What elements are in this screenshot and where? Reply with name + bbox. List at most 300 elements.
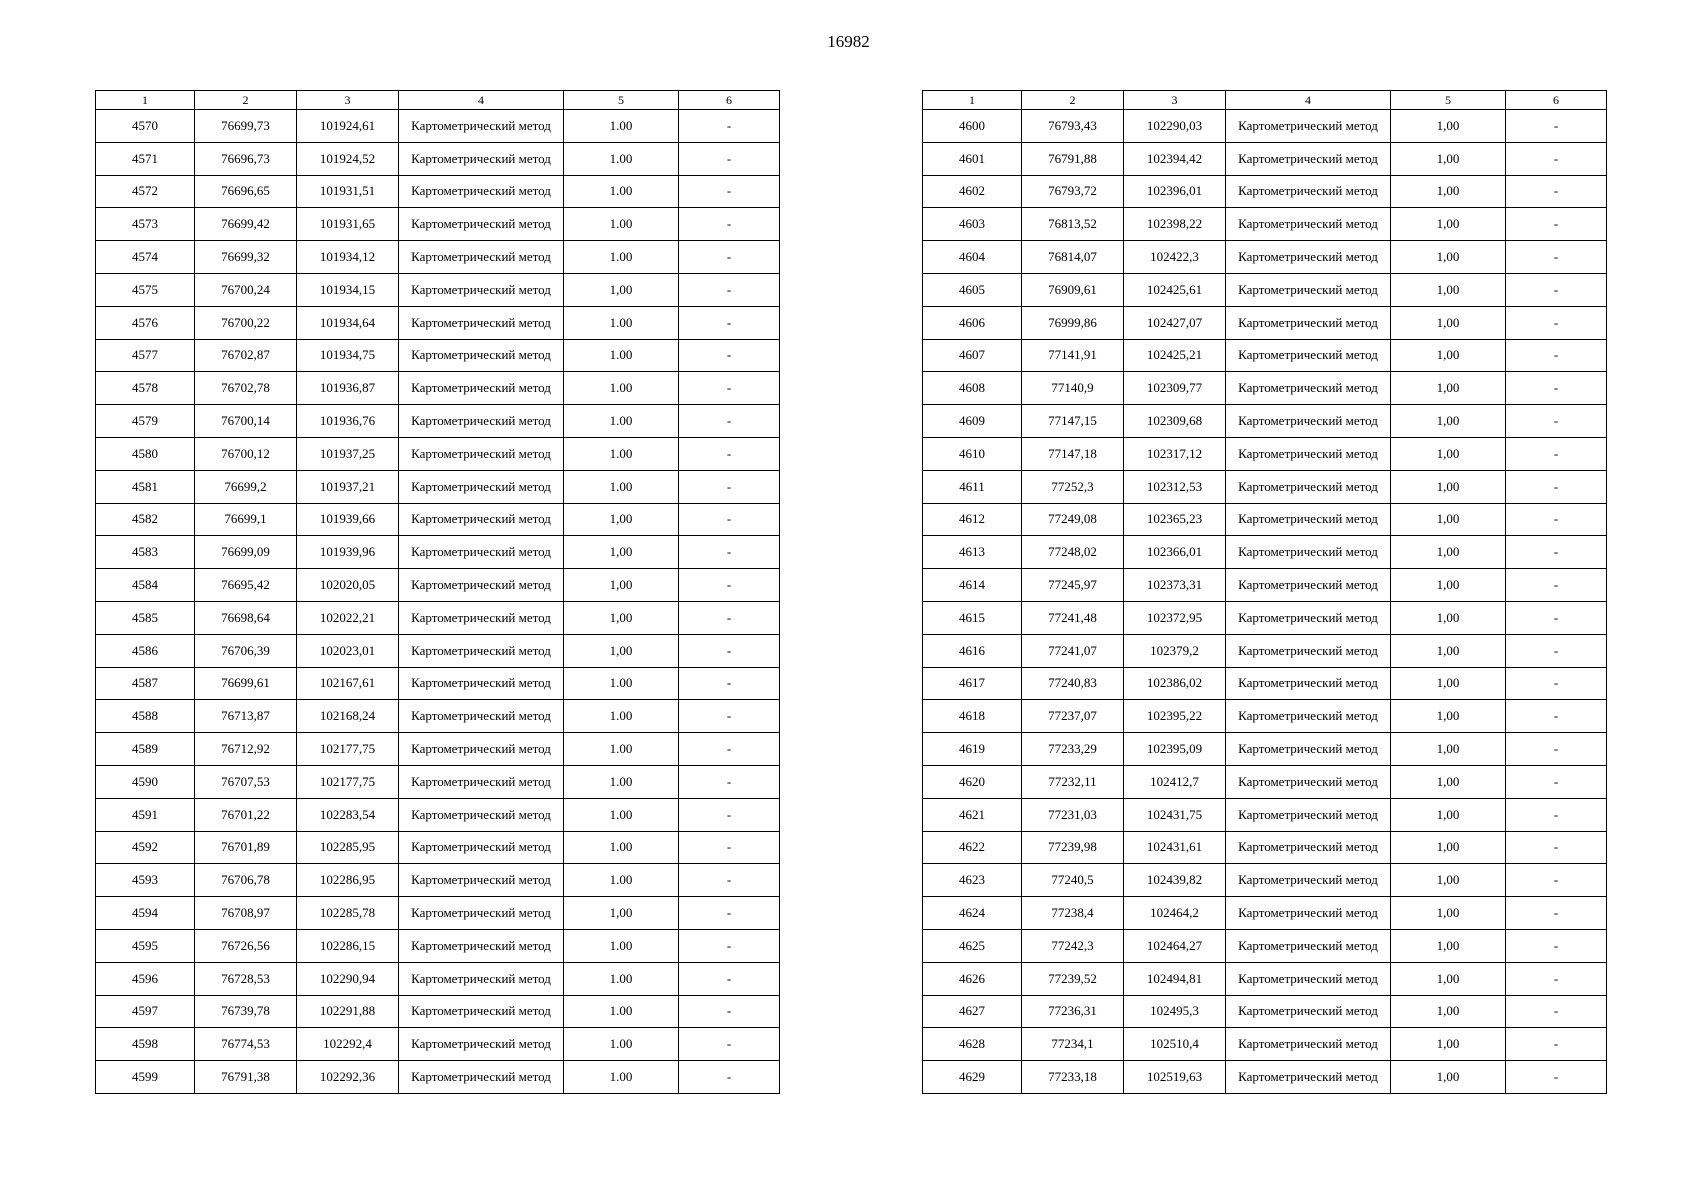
x-coordinate-cell: 76702,78 xyxy=(195,372,297,405)
precision-cell: 1,00 xyxy=(1391,864,1506,897)
x-coordinate-cell: 77239,98 xyxy=(1022,831,1124,864)
x-coordinate-cell: 77147,15 xyxy=(1022,405,1124,438)
table-row xyxy=(923,700,1607,733)
precision-cell: 1,00 xyxy=(564,897,679,930)
method-cell: Картометрический метод xyxy=(399,175,564,208)
method-cell: Картометрический метод xyxy=(399,306,564,339)
column-header: 6 xyxy=(679,91,780,110)
x-coordinate-cell: 77240,5 xyxy=(1022,864,1124,897)
note-cell: - xyxy=(679,733,780,766)
method-cell: Картометрический метод xyxy=(399,273,564,306)
note-cell: - xyxy=(1506,306,1607,339)
precision-cell: 1,00 xyxy=(1391,929,1506,962)
x-coordinate-cell: 76706,39 xyxy=(195,634,297,667)
note-cell: - xyxy=(679,798,780,831)
precision-cell: 1,00 xyxy=(1391,503,1506,536)
precision-cell: 1,00 xyxy=(1391,306,1506,339)
y-coordinate-cell: 102439,82 xyxy=(1124,864,1226,897)
y-coordinate-cell: 102291,88 xyxy=(297,995,399,1028)
point-number-cell: 4620 xyxy=(923,765,1022,798)
point-number-cell: 4614 xyxy=(923,569,1022,602)
precision-cell: 1.00 xyxy=(564,995,679,1028)
x-coordinate-cell: 76699,09 xyxy=(195,536,297,569)
precision-cell: 1,00 xyxy=(1391,536,1506,569)
table-row xyxy=(923,733,1607,766)
precision-cell: 1.00 xyxy=(564,208,679,241)
point-number-cell: 4574 xyxy=(96,241,195,274)
precision-cell: 1.00 xyxy=(564,929,679,962)
point-number-cell: 4624 xyxy=(923,897,1022,930)
note-cell: - xyxy=(1506,569,1607,602)
note-cell: - xyxy=(679,601,780,634)
precision-cell: 1,00 xyxy=(564,634,679,667)
point-number-cell: 4628 xyxy=(923,1028,1022,1061)
y-coordinate-cell: 102309,68 xyxy=(1124,405,1226,438)
x-coordinate-cell: 76699,42 xyxy=(195,208,297,241)
y-coordinate-cell: 101937,25 xyxy=(297,437,399,470)
note-cell: - xyxy=(679,470,780,503)
table-row xyxy=(923,175,1607,208)
note-cell: - xyxy=(679,700,780,733)
note-cell: - xyxy=(1506,437,1607,470)
point-number-cell: 4599 xyxy=(96,1061,195,1094)
precision-cell: 1,00 xyxy=(1391,437,1506,470)
table-row xyxy=(96,601,780,634)
point-number-cell: 4591 xyxy=(96,798,195,831)
note-cell: - xyxy=(1506,700,1607,733)
y-coordinate-cell: 101924,52 xyxy=(297,142,399,175)
precision-cell: 1,00 xyxy=(1391,241,1506,274)
x-coordinate-cell: 76791,38 xyxy=(195,1061,297,1094)
x-coordinate-cell: 76698,64 xyxy=(195,601,297,634)
point-number-cell: 4597 xyxy=(96,995,195,1028)
x-coordinate-cell: 77248,02 xyxy=(1022,536,1124,569)
precision-cell: 1,00 xyxy=(1391,470,1506,503)
x-coordinate-cell: 77232,11 xyxy=(1022,765,1124,798)
table-row xyxy=(96,273,780,306)
note-cell: - xyxy=(679,667,780,700)
precision-cell: 1.00 xyxy=(564,372,679,405)
table-row xyxy=(923,1028,1607,1061)
point-number-cell: 4625 xyxy=(923,929,1022,962)
table-row xyxy=(923,470,1607,503)
note-cell: - xyxy=(679,864,780,897)
method-cell: Картометрический метод xyxy=(399,864,564,897)
precision-cell: 1.00 xyxy=(564,339,679,372)
y-coordinate-cell: 101937,21 xyxy=(297,470,399,503)
y-coordinate-cell: 102177,75 xyxy=(297,733,399,766)
point-number-cell: 4582 xyxy=(96,503,195,536)
x-coordinate-cell: 76696,73 xyxy=(195,142,297,175)
table-row xyxy=(96,142,780,175)
y-coordinate-cell: 101934,15 xyxy=(297,273,399,306)
column-header: 3 xyxy=(297,91,399,110)
y-coordinate-cell: 101931,65 xyxy=(297,208,399,241)
x-coordinate-cell: 76706,78 xyxy=(195,864,297,897)
point-number-cell: 4587 xyxy=(96,667,195,700)
x-coordinate-cell: 76700,24 xyxy=(195,273,297,306)
note-cell: - xyxy=(679,273,780,306)
y-coordinate-cell: 102168,24 xyxy=(297,700,399,733)
y-coordinate-cell: 102412,7 xyxy=(1124,765,1226,798)
precision-cell: 1.00 xyxy=(564,110,679,143)
precision-cell: 1.00 xyxy=(564,831,679,864)
method-cell: Картометрический метод xyxy=(399,241,564,274)
precision-cell: 1,00 xyxy=(1391,634,1506,667)
precision-cell: 1.00 xyxy=(564,1028,679,1061)
point-number-cell: 4615 xyxy=(923,601,1022,634)
precision-cell: 1,00 xyxy=(1391,962,1506,995)
x-coordinate-cell: 77241,48 xyxy=(1022,601,1124,634)
point-number-cell: 4613 xyxy=(923,536,1022,569)
y-coordinate-cell: 102290,03 xyxy=(1124,110,1226,143)
table-row xyxy=(923,339,1607,372)
table-row xyxy=(96,733,780,766)
point-number-cell: 4592 xyxy=(96,831,195,864)
point-number-cell: 4573 xyxy=(96,208,195,241)
table-row xyxy=(96,798,780,831)
x-coordinate-cell: 77236,31 xyxy=(1022,995,1124,1028)
note-cell: - xyxy=(1506,897,1607,930)
precision-cell: 1,00 xyxy=(1391,339,1506,372)
point-number-cell: 4575 xyxy=(96,273,195,306)
table-row xyxy=(96,405,780,438)
precision-cell: 1.00 xyxy=(564,1061,679,1094)
x-coordinate-cell: 76699,61 xyxy=(195,667,297,700)
x-coordinate-cell: 76713,87 xyxy=(195,700,297,733)
x-coordinate-cell: 77239,52 xyxy=(1022,962,1124,995)
method-cell: Картометрический метод xyxy=(399,1028,564,1061)
y-coordinate-cell: 102510,4 xyxy=(1124,1028,1226,1061)
note-cell: - xyxy=(679,995,780,1028)
y-coordinate-cell: 102177,75 xyxy=(297,765,399,798)
table-row xyxy=(96,536,780,569)
method-cell: Картометрический метод xyxy=(399,897,564,930)
point-number-cell: 4594 xyxy=(96,897,195,930)
point-number-cell: 4589 xyxy=(96,733,195,766)
x-coordinate-cell: 77237,07 xyxy=(1022,700,1124,733)
note-cell: - xyxy=(679,306,780,339)
method-cell: Картометрический метод xyxy=(1226,405,1391,438)
method-cell: Картометрический метод xyxy=(399,667,564,700)
precision-cell: 1,00 xyxy=(1391,733,1506,766)
precision-cell: 1,00 xyxy=(1391,995,1506,1028)
x-coordinate-cell: 76700,12 xyxy=(195,437,297,470)
method-cell: Картометрический метод xyxy=(399,437,564,470)
x-coordinate-cell: 77242,3 xyxy=(1022,929,1124,962)
y-coordinate-cell: 101939,96 xyxy=(297,536,399,569)
x-coordinate-cell: 77141,91 xyxy=(1022,339,1124,372)
method-cell: Картометрический метод xyxy=(1226,536,1391,569)
method-cell: Картометрический метод xyxy=(399,110,564,143)
y-coordinate-cell: 102495,3 xyxy=(1124,995,1226,1028)
y-coordinate-cell: 102285,78 xyxy=(297,897,399,930)
point-number-cell: 4618 xyxy=(923,700,1022,733)
y-coordinate-cell: 102312,53 xyxy=(1124,470,1226,503)
coordinates-table-right xyxy=(922,90,1607,1094)
table-row xyxy=(923,765,1607,798)
point-number-cell: 4581 xyxy=(96,470,195,503)
precision-cell: 1,00 xyxy=(1391,601,1506,634)
column-header: 1 xyxy=(923,91,1022,110)
table-body-left xyxy=(96,110,780,1094)
y-coordinate-cell: 102422,3 xyxy=(1124,241,1226,274)
precision-cell: 1.00 xyxy=(564,175,679,208)
precision-cell: 1,00 xyxy=(564,503,679,536)
method-cell: Картометрический метод xyxy=(1226,208,1391,241)
x-coordinate-cell: 76791,88 xyxy=(1022,142,1124,175)
point-number-cell: 4612 xyxy=(923,503,1022,536)
note-cell: - xyxy=(679,142,780,175)
table-row xyxy=(923,667,1607,700)
table-row xyxy=(96,962,780,995)
y-coordinate-cell: 102379,2 xyxy=(1124,634,1226,667)
table-row xyxy=(96,995,780,1028)
y-coordinate-cell: 102290,94 xyxy=(297,962,399,995)
point-number-cell: 4608 xyxy=(923,372,1022,405)
precision-cell: 1.00 xyxy=(564,798,679,831)
table-row xyxy=(96,503,780,536)
y-coordinate-cell: 101934,12 xyxy=(297,241,399,274)
x-coordinate-cell: 76699,2 xyxy=(195,470,297,503)
x-coordinate-cell: 77240,83 xyxy=(1022,667,1124,700)
note-cell: - xyxy=(679,1028,780,1061)
coordinates-table-left xyxy=(95,90,780,1094)
method-cell: Картометрический метод xyxy=(1226,437,1391,470)
precision-cell: 1,00 xyxy=(1391,831,1506,864)
note-cell: - xyxy=(1506,864,1607,897)
method-cell: Картометрический метод xyxy=(1226,503,1391,536)
note-cell: - xyxy=(1506,765,1607,798)
table-row xyxy=(96,372,780,405)
column-header: 2 xyxy=(1022,91,1124,110)
point-number-cell: 4571 xyxy=(96,142,195,175)
precision-cell: 1,00 xyxy=(1391,110,1506,143)
precision-cell: 1,00 xyxy=(1391,897,1506,930)
x-coordinate-cell: 76793,43 xyxy=(1022,110,1124,143)
table-row xyxy=(923,798,1607,831)
point-number-cell: 4578 xyxy=(96,372,195,405)
x-coordinate-cell: 76696,65 xyxy=(195,175,297,208)
method-cell: Картометрический метод xyxy=(399,798,564,831)
y-coordinate-cell: 102373,31 xyxy=(1124,569,1226,602)
table-row xyxy=(923,536,1607,569)
y-coordinate-cell: 102396,01 xyxy=(1124,175,1226,208)
method-cell: Картометрический метод xyxy=(399,470,564,503)
note-cell: - xyxy=(1506,667,1607,700)
point-number-cell: 4626 xyxy=(923,962,1022,995)
note-cell: - xyxy=(1506,733,1607,766)
note-cell: - xyxy=(1506,405,1607,438)
point-number-cell: 4605 xyxy=(923,273,1022,306)
precision-cell: 1,00 xyxy=(1391,1028,1506,1061)
precision-cell: 1,00 xyxy=(1391,372,1506,405)
x-coordinate-cell: 77238,4 xyxy=(1022,897,1124,930)
precision-cell: 1,00 xyxy=(1391,142,1506,175)
method-cell: Картометрический метод xyxy=(1226,634,1391,667)
y-coordinate-cell: 102425,61 xyxy=(1124,273,1226,306)
y-coordinate-cell: 101934,64 xyxy=(297,306,399,339)
table-row xyxy=(96,470,780,503)
x-coordinate-cell: 77234,1 xyxy=(1022,1028,1124,1061)
x-coordinate-cell: 76700,14 xyxy=(195,405,297,438)
method-cell: Картометрический метод xyxy=(1226,864,1391,897)
method-cell: Картометрический метод xyxy=(399,569,564,602)
point-number-cell: 4619 xyxy=(923,733,1022,766)
table-row xyxy=(96,306,780,339)
table-row xyxy=(96,700,780,733)
precision-cell: 1,00 xyxy=(1391,175,1506,208)
precision-cell: 1.00 xyxy=(564,864,679,897)
method-cell: Картометрический метод xyxy=(1226,1028,1391,1061)
note-cell: - xyxy=(1506,929,1607,962)
y-coordinate-cell: 102283,54 xyxy=(297,798,399,831)
note-cell: - xyxy=(1506,1061,1607,1094)
x-coordinate-cell: 76699,1 xyxy=(195,503,297,536)
note-cell: - xyxy=(679,634,780,667)
note-cell: - xyxy=(679,405,780,438)
point-number-cell: 4602 xyxy=(923,175,1022,208)
note-cell: - xyxy=(1506,601,1607,634)
table-row xyxy=(96,339,780,372)
precision-cell: 1,00 xyxy=(1391,569,1506,602)
x-coordinate-cell: 76707,53 xyxy=(195,765,297,798)
y-coordinate-cell: 102317,12 xyxy=(1124,437,1226,470)
point-number-cell: 4588 xyxy=(96,700,195,733)
table-row xyxy=(923,241,1607,274)
method-cell: Картометрический метод xyxy=(399,503,564,536)
note-cell: - xyxy=(1506,995,1607,1028)
method-cell: Картометрический метод xyxy=(399,765,564,798)
x-coordinate-cell: 76814,07 xyxy=(1022,241,1124,274)
point-number-cell: 4616 xyxy=(923,634,1022,667)
table-row xyxy=(96,175,780,208)
note-cell: - xyxy=(1506,110,1607,143)
method-cell: Картометрический метод xyxy=(1226,798,1391,831)
table-row xyxy=(96,897,780,930)
method-cell: Картометрический метод xyxy=(1226,142,1391,175)
point-number-cell: 4604 xyxy=(923,241,1022,274)
y-coordinate-cell: 102020,05 xyxy=(297,569,399,602)
note-cell: - xyxy=(679,962,780,995)
point-number-cell: 4593 xyxy=(96,864,195,897)
table-row xyxy=(96,864,780,897)
table-row xyxy=(96,831,780,864)
column-header: 3 xyxy=(1124,91,1226,110)
y-coordinate-cell: 102292,4 xyxy=(297,1028,399,1061)
point-number-cell: 4603 xyxy=(923,208,1022,241)
method-cell: Картометрический метод xyxy=(399,733,564,766)
method-cell: Картометрический метод xyxy=(1226,897,1391,930)
note-cell: - xyxy=(1506,831,1607,864)
note-cell: - xyxy=(1506,273,1607,306)
note-cell: - xyxy=(1506,208,1607,241)
method-cell: Картометрический метод xyxy=(399,1061,564,1094)
method-cell: Картометрический метод xyxy=(1226,273,1391,306)
note-cell: - xyxy=(679,241,780,274)
table-row xyxy=(96,569,780,602)
method-cell: Картометрический метод xyxy=(1226,569,1391,602)
note-cell: - xyxy=(1506,962,1607,995)
point-number-cell: 4584 xyxy=(96,569,195,602)
point-number-cell: 4577 xyxy=(96,339,195,372)
method-cell: Картометрический метод xyxy=(399,339,564,372)
method-cell: Картометрический метод xyxy=(1226,929,1391,962)
table-header-row xyxy=(96,91,780,110)
point-number-cell: 4583 xyxy=(96,536,195,569)
point-number-cell: 4622 xyxy=(923,831,1022,864)
point-number-cell: 4623 xyxy=(923,864,1022,897)
y-coordinate-cell: 102398,22 xyxy=(1124,208,1226,241)
note-cell: - xyxy=(679,831,780,864)
y-coordinate-cell: 102285,95 xyxy=(297,831,399,864)
method-cell: Картометрический метод xyxy=(1226,175,1391,208)
precision-cell: 1.00 xyxy=(564,733,679,766)
method-cell: Картометрический метод xyxy=(1226,306,1391,339)
note-cell: - xyxy=(1506,175,1607,208)
table-row xyxy=(923,634,1607,667)
x-coordinate-cell: 76700,22 xyxy=(195,306,297,339)
note-cell: - xyxy=(1506,1028,1607,1061)
note-cell: - xyxy=(679,372,780,405)
table-row xyxy=(923,437,1607,470)
note-cell: - xyxy=(679,536,780,569)
y-coordinate-cell: 102366,01 xyxy=(1124,536,1226,569)
table-row xyxy=(923,405,1607,438)
method-cell: Картометрический метод xyxy=(1226,110,1391,143)
table-row xyxy=(923,142,1607,175)
note-cell: - xyxy=(679,1061,780,1094)
precision-cell: 1.00 xyxy=(564,962,679,995)
precision-cell: 1,00 xyxy=(1391,1061,1506,1094)
y-coordinate-cell: 102464,2 xyxy=(1124,897,1226,930)
y-coordinate-cell: 101934,75 xyxy=(297,339,399,372)
method-cell: Картометрический метод xyxy=(399,208,564,241)
table-row xyxy=(923,503,1607,536)
y-coordinate-cell: 102425,21 xyxy=(1124,339,1226,372)
note-cell: - xyxy=(679,569,780,602)
page-number: 16982 xyxy=(827,32,870,51)
method-cell: Картометрический метод xyxy=(399,601,564,634)
point-number-cell: 4629 xyxy=(923,1061,1022,1094)
x-coordinate-cell: 76813,52 xyxy=(1022,208,1124,241)
point-number-cell: 4590 xyxy=(96,765,195,798)
precision-cell: 1,00 xyxy=(1391,273,1506,306)
precision-cell: 1,00 xyxy=(1391,700,1506,733)
precision-cell: 1,00 xyxy=(1391,798,1506,831)
method-cell: Картометрический метод xyxy=(399,995,564,1028)
table-row xyxy=(923,995,1607,1028)
note-cell: - xyxy=(1506,470,1607,503)
table-row xyxy=(923,273,1607,306)
point-number-cell: 4580 xyxy=(96,437,195,470)
column-header: 5 xyxy=(1391,91,1506,110)
point-number-cell: 4609 xyxy=(923,405,1022,438)
precision-cell: 1.00 xyxy=(564,667,679,700)
method-cell: Картометрический метод xyxy=(1226,241,1391,274)
x-coordinate-cell: 76712,92 xyxy=(195,733,297,766)
x-coordinate-cell: 76726,56 xyxy=(195,929,297,962)
table-row xyxy=(96,437,780,470)
precision-cell: 1,00 xyxy=(564,536,679,569)
point-number-cell: 4586 xyxy=(96,634,195,667)
table-row xyxy=(96,634,780,667)
point-number-cell: 4570 xyxy=(96,110,195,143)
table-row xyxy=(923,569,1607,602)
note-cell: - xyxy=(679,503,780,536)
precision-cell: 1,00 xyxy=(564,569,679,602)
method-cell: Картометрический метод xyxy=(399,536,564,569)
